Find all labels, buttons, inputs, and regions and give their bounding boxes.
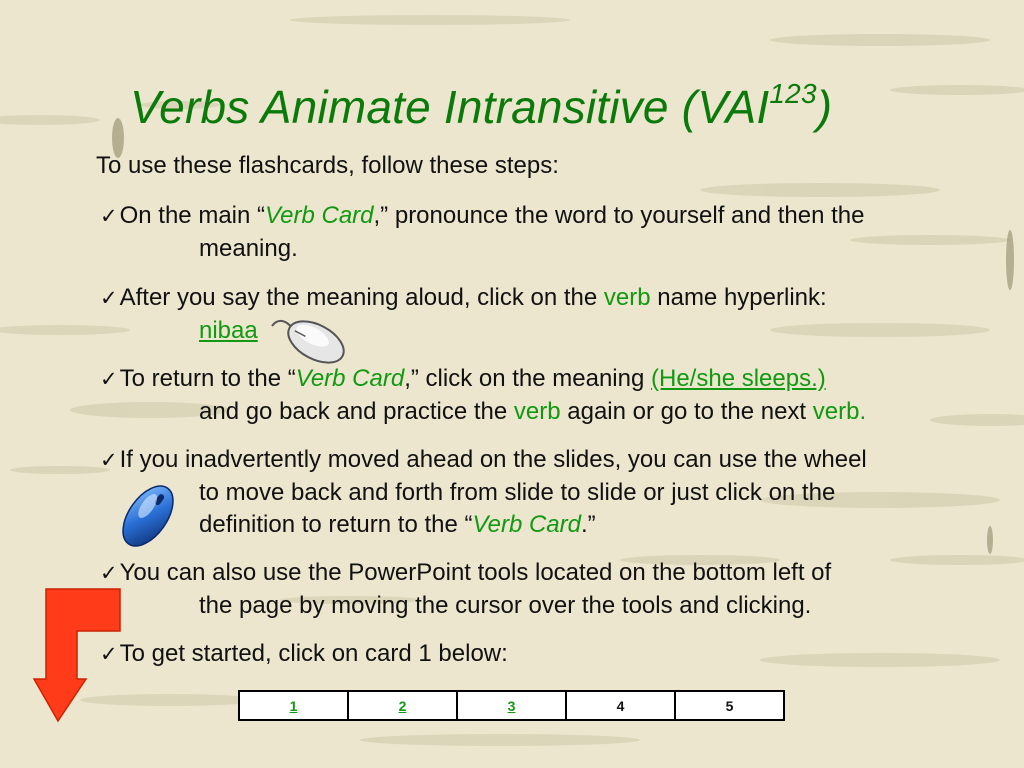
step-verb-card bbox=[100, 200, 865, 265]
checkmark-icon: ✓ bbox=[100, 449, 118, 472]
step-text-continued: meaning. bbox=[199, 235, 298, 262]
step-text: To get started, click on card 1 below: bbox=[119, 640, 508, 667]
verb-term: verb bbox=[603, 284, 651, 311]
card-3-link[interactable]: 3 bbox=[507, 697, 516, 714]
step-text: After you say the meaning aloud, click on the bbox=[119, 284, 604, 311]
step-text: If you inadvertently moved ahead on the slides, you can use the wheel bbox=[119, 446, 867, 473]
step-text-continued: and go back and practice the bbox=[199, 398, 514, 425]
step-text-continued: again or go to the next bbox=[560, 398, 813, 425]
table-row bbox=[239, 691, 784, 720]
step-text: You can also use the PowerPoint tools located on the bottom left of bbox=[119, 559, 832, 586]
step-text: ,” click on the meaning bbox=[404, 365, 651, 392]
checkmark-icon: ✓ bbox=[100, 287, 118, 310]
card-cell-3 bbox=[457, 691, 566, 720]
step-text: To return to the “ bbox=[119, 365, 296, 392]
checkmark-icon: ✓ bbox=[100, 643, 118, 666]
step-text: name hyperlink: bbox=[650, 284, 827, 311]
step-verb-hyperlink bbox=[100, 282, 827, 347]
step-text-continued: .” bbox=[581, 511, 596, 538]
card-2-link[interactable]: 2 bbox=[398, 697, 407, 714]
verb-term: verb. bbox=[812, 398, 867, 425]
flashcard-navigation-table bbox=[238, 690, 785, 721]
verb-card-term: Verb Card bbox=[295, 365, 405, 392]
card-cell-1 bbox=[239, 691, 348, 720]
step-powerpoint-tools bbox=[100, 557, 831, 622]
card-1-link[interactable]: 1 bbox=[289, 697, 298, 714]
verb-term: verb bbox=[513, 398, 561, 425]
verb-card-term: Verb Card bbox=[472, 511, 581, 538]
step-text: ,” pronounce the word to yourself and then the bbox=[373, 202, 865, 229]
step-get-started bbox=[100, 638, 508, 671]
step-text-continued: the page by moving the cursor over the tools and clicking. bbox=[199, 592, 812, 619]
checkmark-icon: ✓ bbox=[100, 205, 118, 228]
step-text: On the main “ bbox=[119, 202, 266, 229]
wireless-mouse-icon bbox=[112, 478, 184, 554]
meaning-link[interactable]: (He/she sleeps.) bbox=[651, 365, 826, 392]
slide-title-close: ) bbox=[816, 81, 833, 133]
card-4-label: 4 bbox=[566, 691, 675, 720]
checkmark-icon: ✓ bbox=[100, 562, 118, 585]
checkmark-icon: ✓ bbox=[100, 368, 118, 391]
title-superscript: 123 bbox=[769, 77, 817, 109]
step-return-to-card bbox=[100, 363, 866, 428]
step-text-continued: definition to return to the “ bbox=[199, 511, 473, 538]
slide-title-text: Verbs Animate Intransitive (VAI bbox=[130, 81, 770, 133]
nibaa-link[interactable]: nibaa bbox=[199, 317, 258, 344]
verb-card-term: Verb Card bbox=[265, 202, 374, 229]
card-5-label: 5 bbox=[675, 691, 784, 720]
slide-title bbox=[130, 77, 833, 134]
instructions-intro: To use these flashcards, follow these steps: bbox=[96, 152, 559, 179]
red-down-arrow-icon bbox=[32, 585, 122, 725]
computer-mouse-icon bbox=[270, 312, 352, 370]
step-mouse-wheel bbox=[100, 444, 867, 541]
card-cell-2 bbox=[348, 691, 457, 720]
step-text-continued: to move back and forth from slide to slide or just click on the bbox=[199, 479, 836, 506]
